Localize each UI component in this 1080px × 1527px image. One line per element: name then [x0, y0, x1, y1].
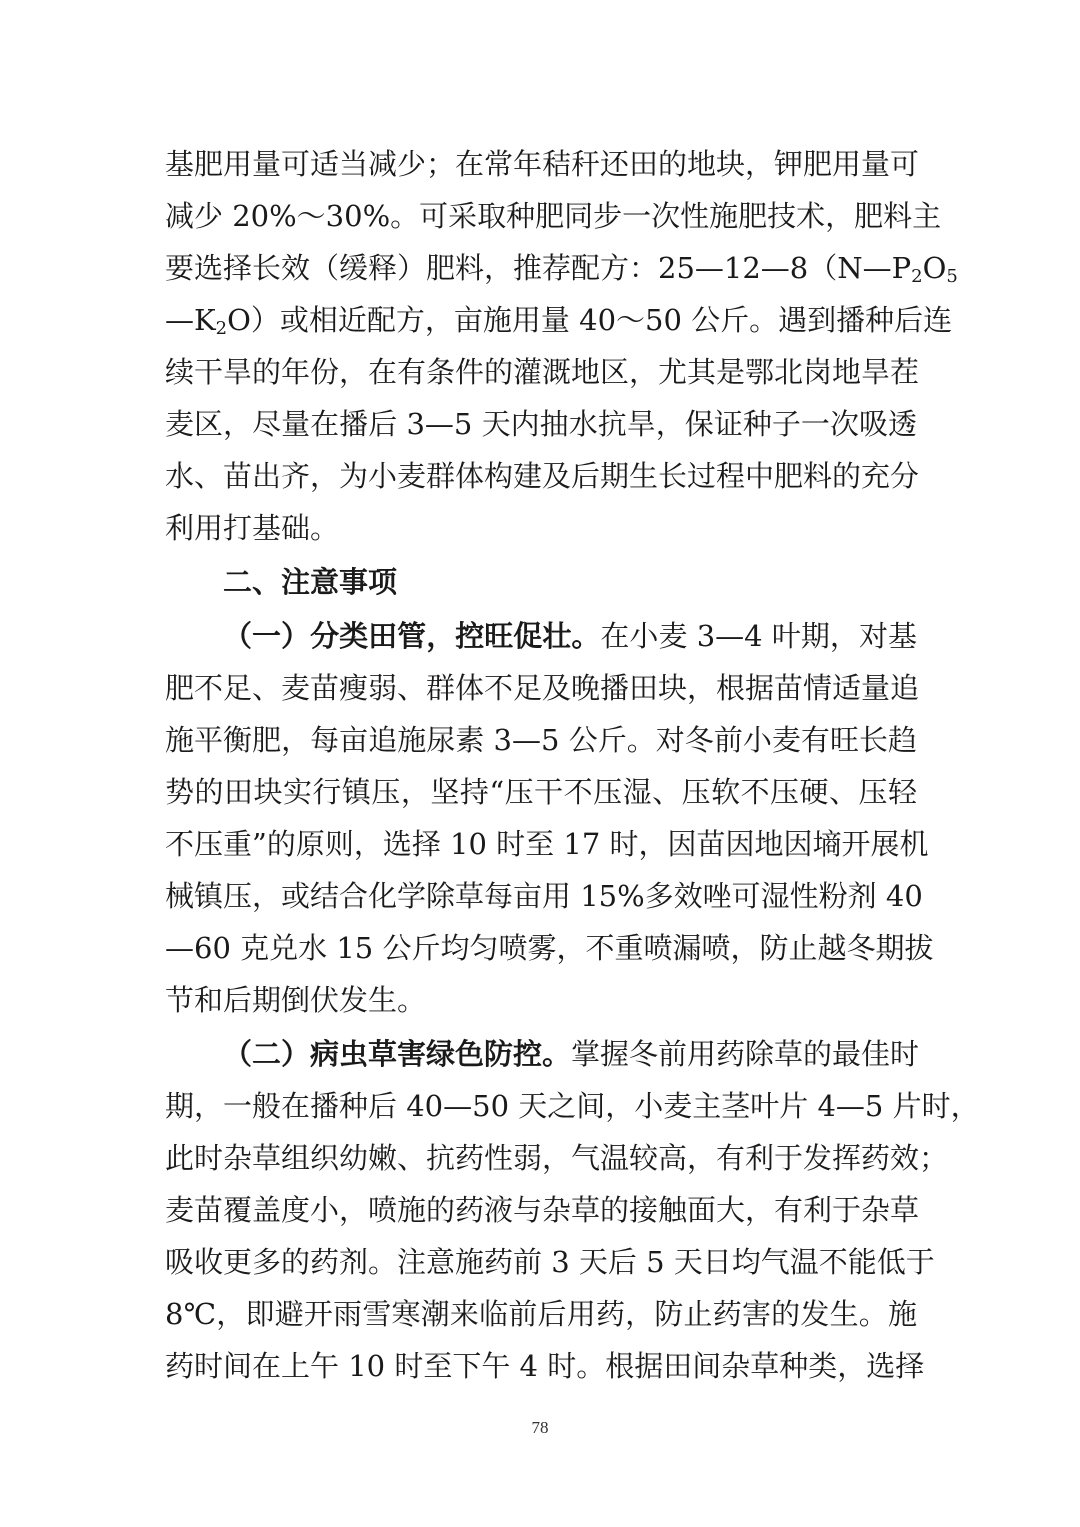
text-run: 掌握冬前用药除草的最佳时 [571, 1037, 920, 1071]
body-line: 8℃，即避开雨雪寒潮来临前后用药，防止药害的发生。施 [165, 1297, 917, 1331]
body-line: 麦苗覆盖度小，喷施的药液与杂草的接触面大，有利于杂草 [165, 1193, 920, 1227]
subscript: 2 [215, 318, 228, 339]
body-line: 药时间在上午 10 时至下午 4 时。根据田间杂草种类，选择 [165, 1349, 925, 1383]
body-line: 利用打基础。 [165, 511, 340, 545]
text-run: O）或相近配方，亩施用量 40～50 公斤。遇到播种后连 [227, 303, 953, 337]
body-line: 续干旱的年份，在有条件的灌溉地区，尤其是鄂北岗地旱茬 [165, 355, 920, 389]
body-line: 减少 20%～30%。可采取种肥同步一次性施肥技术，肥料主 [165, 199, 942, 233]
section-heading: 二、注意事项 [223, 565, 398, 599]
body-line: 不压重”的原则，选择 10 时至 17 时，因苗因地因墒开展机 [165, 827, 929, 861]
body-line: 水、苗出齐，为小麦群体构建及后期生长过程中肥料的充分 [165, 459, 920, 493]
paragraph-lead: （一）分类田管，控旺促壮。 [223, 619, 601, 653]
body-line [223, 1034, 920, 1074]
subscript: 5 [946, 266, 958, 287]
body-line: 势的田块实行镇压，坚持“压干不压湿、压软不压硬、压轻 [165, 775, 917, 809]
body-line: 此时杂草组织幼嫩、抗药性弱，气温较高，有利于发挥药效； [165, 1141, 949, 1175]
body-line [223, 616, 917, 656]
paragraph-lead: （二）病虫草害绿色防控。 [223, 1037, 572, 1071]
body-line [165, 248, 958, 288]
body-line: 肥不足、麦苗瘦弱、群体不足及晚播田块，根据苗情适量追 [165, 671, 920, 705]
body-line: 施平衡肥，每亩追施尿素 3—5 公斤。对冬前小麦有旺长趋 [165, 723, 917, 757]
body-line: 麦区，尽量在播后 3—5 天内抽水抗旱，保证种子一次吸透 [165, 407, 917, 441]
text-run: 要选择长效（缓释）肥料，推荐配方：25—12—8（N—P [165, 251, 912, 285]
text-run: —K [165, 303, 216, 337]
body-line: 节和后期倒伏发生。 [165, 983, 427, 1017]
body-line [165, 300, 953, 340]
text-run: 在小麦 3—4 叶期，对基 [600, 619, 917, 653]
body-line: 械镇压，或结合化学除草每亩用 15%多效唑可湿性粉剂 40 [165, 879, 923, 913]
body-line: 期，一般在播种后 40—50 天之间，小麦主茎叶片 4—5 片时， [165, 1089, 980, 1123]
page-number: 78 [531, 1418, 549, 1437]
body-line: 吸收更多的药剂。注意施药前 3 天后 5 天日均气温不能低于 [165, 1245, 935, 1279]
body-line: —60 克兑水 15 公斤均匀喷雾，不重喷漏喷，防止越冬期拔 [165, 931, 934, 965]
text-run: O [922, 251, 947, 285]
body-line: 基肥用量可适当减少；在常年秸秆还田的地块，钾肥用量可 [165, 147, 920, 181]
subscript: 2 [911, 266, 923, 287]
